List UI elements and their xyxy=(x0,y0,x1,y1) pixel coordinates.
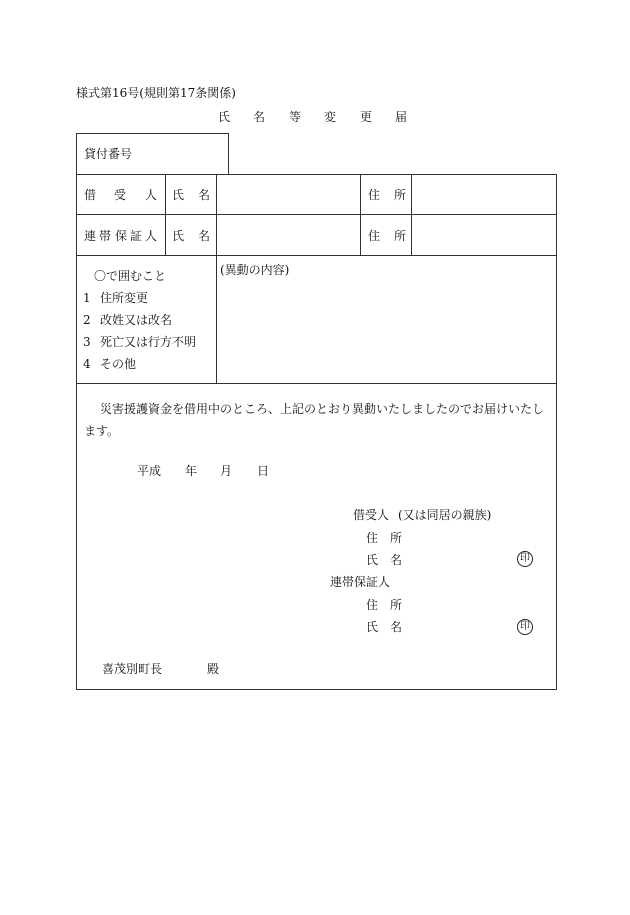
borrower-address-field[interactable] xyxy=(413,176,554,213)
addressee-official: 喜茂別町長 xyxy=(102,662,163,676)
title-char: 更 xyxy=(360,110,373,124)
address-char: 所 xyxy=(390,598,403,612)
guarantor-role-char: 人 xyxy=(145,229,158,243)
borrower-name-field[interactable] xyxy=(218,176,358,213)
name-char: 氏 xyxy=(366,553,379,567)
address-label-char: 住 xyxy=(368,188,381,202)
guarantor-heading: 連帯保証人 xyxy=(330,575,391,589)
name-label-char: 名 xyxy=(198,188,211,202)
declaration-line: ます。 xyxy=(84,424,120,438)
date-day-label: 日 xyxy=(257,464,270,478)
name-char: 名 xyxy=(390,620,403,634)
borrower-role-char: 人 xyxy=(145,188,158,202)
seal-icon: 印 xyxy=(517,551,533,567)
guarantor-role-char: 保 xyxy=(115,229,128,243)
title-char: 変 xyxy=(324,110,337,124)
declaration-line: 災害援護資金を借用中のところ、上記のとおり異動いたしましたのでお届けいたし xyxy=(100,402,545,416)
guarantor-role-char: 証 xyxy=(130,229,143,243)
guarantor-role-char: 連 xyxy=(84,229,97,243)
date-year-label: 年 xyxy=(185,464,198,478)
option-number: 3 xyxy=(83,335,91,349)
title-char: 名 xyxy=(253,110,266,124)
guarantor-address-field[interactable] xyxy=(413,216,554,254)
name-char: 氏 xyxy=(366,620,379,634)
change-content-label: (異動の内容) xyxy=(220,263,290,277)
guarantor-role-char: 帯 xyxy=(99,229,112,243)
title-char: 等 xyxy=(289,110,302,124)
option-label: 住所変更 xyxy=(100,291,149,305)
title-char: 届 xyxy=(395,110,408,124)
address-char: 住 xyxy=(366,531,379,545)
address-label-char: 住 xyxy=(368,229,381,243)
borrower-role-char: 受 xyxy=(114,188,127,202)
borrower-heading: 借受人 xyxy=(353,508,390,522)
borrower-note: (又は同居の親族) xyxy=(398,508,492,522)
option-number: 4 xyxy=(83,357,91,371)
seal-icon: 印 xyxy=(517,619,533,635)
address-label-char: 所 xyxy=(394,229,407,243)
circle-instruction: 〇で囲むこと xyxy=(94,269,167,283)
name-label-char: 名 xyxy=(198,229,211,243)
form-title xyxy=(218,110,408,124)
name-label-char: 氏 xyxy=(172,229,185,243)
address-char: 所 xyxy=(390,531,403,545)
title-char: 氏 xyxy=(218,110,231,124)
addressee-honorific: 殿 xyxy=(207,662,220,676)
change-content-field[interactable] xyxy=(218,280,554,381)
option-number: 2 xyxy=(83,313,91,327)
option-number: 1 xyxy=(83,291,91,305)
name-label-char: 氏 xyxy=(172,188,185,202)
guarantor-name-field[interactable] xyxy=(218,216,358,254)
option-label: 改姓又は改名 xyxy=(100,313,173,327)
borrower-role-char: 借 xyxy=(84,188,97,202)
option-label: その他 xyxy=(100,357,137,371)
name-char: 名 xyxy=(390,553,403,567)
option-label: 死亡又は行方不明 xyxy=(100,335,197,349)
address-label-char: 所 xyxy=(394,188,407,202)
date-month-label: 月 xyxy=(220,464,233,478)
address-char: 住 xyxy=(366,598,379,612)
loan-number-label: 貸付番号 xyxy=(84,147,133,161)
date-era: 平成 xyxy=(137,464,162,478)
form-number: 様式第16号(規則第17条関係) xyxy=(76,86,236,100)
